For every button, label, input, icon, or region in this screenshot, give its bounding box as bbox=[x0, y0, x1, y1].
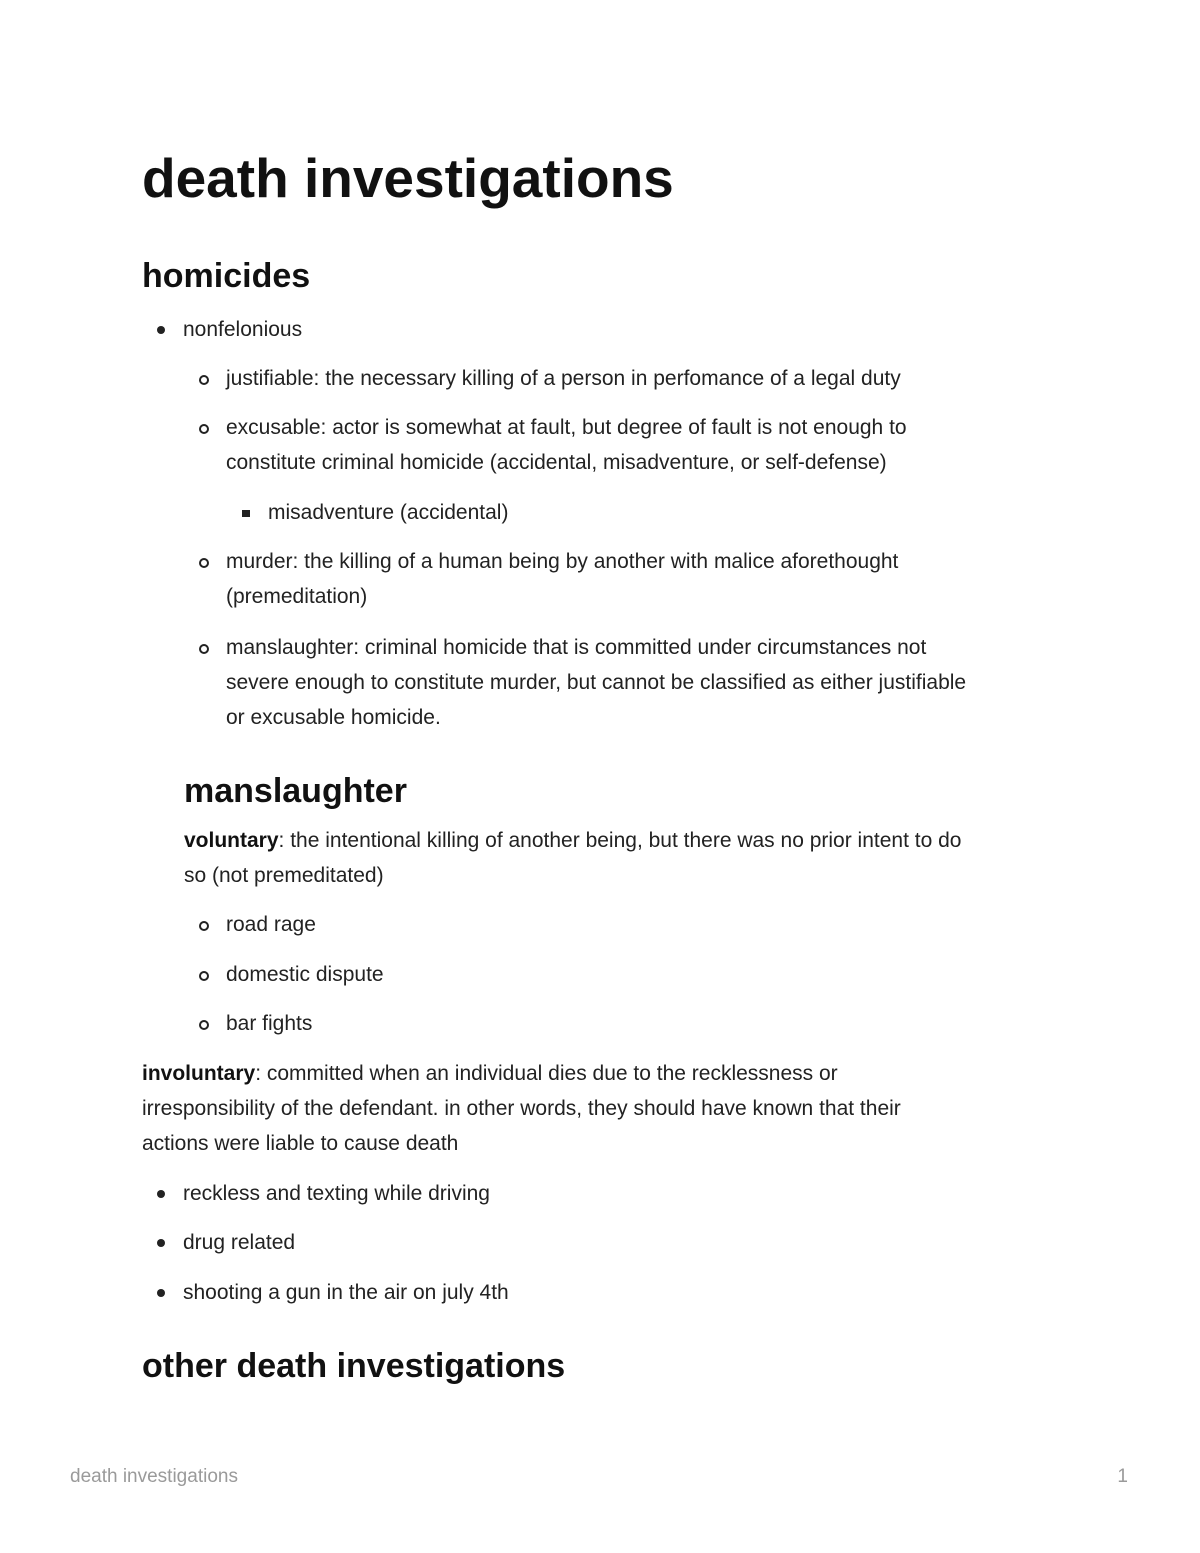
bullet-circle bbox=[199, 1020, 209, 1030]
footer-document-name: death investigations bbox=[70, 1466, 238, 1487]
list-item-excusable-cont: constitute criminal homicide (accidental, misadventure, or self-defense) bbox=[226, 451, 887, 474]
bullet-circle bbox=[199, 971, 209, 981]
list-item-murder: murder: the killing of a human being by another with malice aforethought bbox=[226, 550, 899, 573]
list-item: road rage bbox=[226, 913, 316, 936]
bullet-disc bbox=[157, 1190, 165, 1198]
list-item: shooting a gun in the air on july 4th bbox=[183, 1281, 509, 1304]
voluntary-definition-cont: so (not premeditated) bbox=[184, 864, 384, 887]
list-item-manslaughter-cont: or excusable homicide. bbox=[226, 706, 441, 729]
page-title: death investigations bbox=[142, 147, 674, 209]
section-heading-other: other death investigations bbox=[142, 1347, 566, 1385]
bullet-disc bbox=[157, 1239, 165, 1247]
involuntary-definition-cont: actions were liable to cause death bbox=[142, 1132, 459, 1155]
involuntary-definition-cont: irresponsibility of the defendant. in other words, they should have known that their bbox=[142, 1097, 901, 1120]
list-item-manslaughter-cont: severe enough to constitute murder, but cannot be classified as either justifiable bbox=[226, 671, 967, 694]
bullet-circle bbox=[199, 424, 209, 434]
list-item-nonfelonious: nonfelonious bbox=[183, 318, 303, 341]
involuntary-definition-text: : committed when an individual dies due to the recklessness or bbox=[255, 1062, 838, 1085]
list-item-justifiable: justifiable: the necessary killing of a person in perfomance of a legal duty bbox=[226, 367, 901, 390]
footer-page-number: 1 bbox=[1117, 1466, 1128, 1487]
bullet-circle bbox=[199, 375, 209, 385]
list-item-misadventure: misadventure (accidental) bbox=[268, 501, 509, 524]
list-item-excusable: excusable: actor is somewhat at fault, but degree of fault is not enough to bbox=[226, 416, 907, 439]
bullet-disc bbox=[157, 1289, 165, 1297]
bullet-circle bbox=[199, 558, 209, 568]
bullet-disc bbox=[157, 326, 165, 334]
voluntary-definition-text: : the intentional killing of another being, but there was no prior intent to do bbox=[278, 829, 962, 852]
list-item: bar fights bbox=[226, 1012, 313, 1035]
list-item: drug related bbox=[183, 1231, 296, 1254]
term-voluntary: voluntary bbox=[184, 829, 279, 852]
term-involuntary: involuntary bbox=[142, 1062, 256, 1085]
list-item: domestic dispute bbox=[226, 963, 384, 986]
section-heading-manslaughter: manslaughter bbox=[184, 772, 407, 810]
list-item-murder-cont: (premeditation) bbox=[226, 585, 368, 608]
bullet-square bbox=[242, 510, 250, 517]
list-item: reckless and texting while driving bbox=[183, 1182, 490, 1205]
bullet-circle bbox=[199, 644, 209, 654]
involuntary-definition bbox=[142, 1056, 838, 1091]
voluntary-definition bbox=[184, 823, 961, 858]
bullet-circle bbox=[199, 921, 209, 931]
section-heading-homicides: homicides bbox=[142, 257, 311, 295]
list-item-manslaughter: manslaughter: criminal homicide that is committed under circumstances not bbox=[226, 636, 927, 659]
